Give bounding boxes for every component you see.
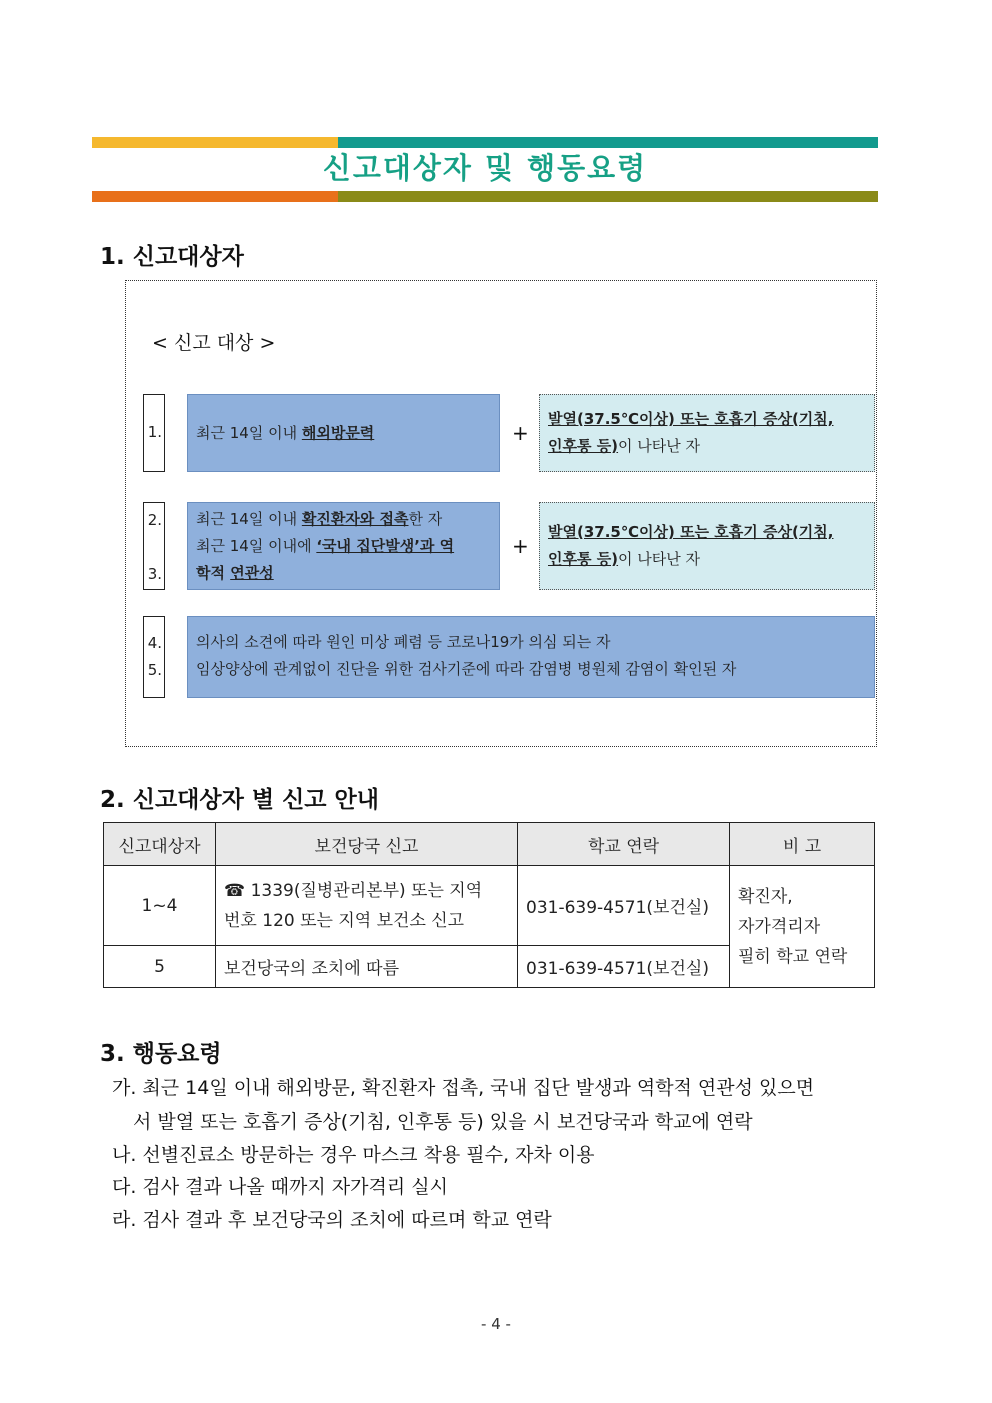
text-segment: 인후통 등): [548, 437, 619, 455]
row2-condition-box: [187, 502, 500, 590]
row1-condition-line: [196, 420, 499, 447]
action-item-ra: 라. 검사 결과 후 보건당국의 조치에 따르며 학교 연락: [112, 1209, 552, 1231]
text-segment: 최근 14일 이내: [196, 510, 302, 528]
text-segment: 발열(37.5℃이상) 또는 호흡기 증상(기침,: [548, 523, 834, 541]
note-cell: [730, 866, 875, 988]
col-header-note: 비 고: [730, 823, 875, 866]
table-row: [104, 866, 875, 946]
row-target: 1~4: [104, 866, 216, 946]
report-guide-table: [103, 822, 875, 988]
row3-condition-line-2: 임상양상에 관계없이 진단을 위한 검사기준에 따라 감염병 병원체 감염이 확인된 자: [196, 660, 737, 678]
text-segment: 발열(37.5℃이상) 또는 호흡기 증상(기침,: [548, 410, 834, 428]
row2-condition-line-1: [196, 506, 499, 533]
health-line-1: 보건당국의 조치에 따름: [224, 959, 400, 979]
banner-bottom-left-bar: [92, 191, 338, 202]
row-target: 5: [104, 946, 216, 988]
text-segment: 최근 14일 이내에: [196, 537, 317, 555]
row2-symptom-line-1: [548, 519, 874, 546]
row1-condition-box: [187, 394, 500, 472]
col-header-target: 신고대상자: [104, 823, 216, 866]
text-segment: 학적: [196, 564, 231, 582]
action-item-na: 나. 선별진료소 방문하는 경우 마스크 착용 필수, 자차 이용: [112, 1144, 595, 1166]
row1-number-box: [143, 394, 165, 472]
row2-number-box: [143, 502, 165, 590]
row-school-contact: 031-639-4571(보건실): [518, 866, 730, 946]
row2-condition-line-3: [196, 560, 499, 587]
row1-symptom-line-1: [548, 406, 874, 433]
col-header-health: 보건당국 신고: [216, 823, 518, 866]
text-segment: 최근 14일 이내: [196, 424, 302, 442]
row-health-report: [216, 946, 518, 988]
health-line-2: 번호 120 또는 지역 보건소 신고: [224, 910, 465, 931]
row2-symptom-box: [539, 502, 875, 590]
row3-number-a: 4.: [147, 634, 162, 652]
health-line-1: ☎ 1339(질병관리본부) 또는 지역: [224, 880, 483, 901]
page-title: 신고대상자 및 행동요령: [322, 151, 648, 185]
section1-heading: 1. 신고대상자: [100, 244, 244, 270]
text-segment: 인후통 등): [548, 550, 619, 568]
action-item-da: 다. 검사 결과 나올 때까지 자가격리 실시: [112, 1176, 448, 1198]
row1-symptom-line-2: [548, 433, 874, 460]
table-header-row: [104, 823, 875, 866]
action-item-ga-cont: 서 발열 또는 호흡기 증상(기침, 인후통 등) 있을 시 보건당국과 학교에 연락: [133, 1111, 753, 1133]
note-line-3: 필히 학교 연락: [738, 946, 848, 967]
row2-symptom-line-2: [548, 546, 874, 573]
page-number: - 4 -: [481, 1315, 511, 1333]
row2-number-a: 2.: [147, 511, 162, 529]
note-line-2: 자가격리자: [738, 916, 821, 937]
row-health-report: [216, 866, 518, 946]
section3-heading: 3. 행동요령: [100, 1041, 222, 1067]
text-segment: 해외방문력: [301, 424, 375, 442]
note-line-1: 확진자,: [738, 886, 793, 907]
action-item-ga: 가. 최근 14일 이내 해외방문, 확진환자 접촉, 국내 집단 발생과 역학적 연관성 있으면: [112, 1077, 815, 1099]
row1-symptom-box: [539, 394, 875, 472]
section2-heading: 2. 신고대상자 별 신고 안내: [100, 787, 379, 813]
row3-number-box: [143, 616, 165, 698]
text-segment: 확진환자와 접촉: [301, 510, 409, 528]
banner-bottom-right-bar: [338, 191, 878, 202]
col-header-school: 학교 연락: [518, 823, 730, 866]
row-school-contact: 031-639-4571(보건실): [518, 946, 730, 988]
text-segment: 이 나타난 자: [618, 550, 701, 568]
text-segment: 이 나타난 자: [618, 437, 701, 455]
row3-condition-line-1: 의사의 소견에 따라 원인 미상 폐렴 등 코로나19가 의심 되는 자: [196, 633, 611, 651]
row1-number: 1.: [147, 423, 162, 441]
report-target-subheading: < 신고 대상 >: [152, 332, 276, 354]
row3-condition-box: [187, 616, 875, 698]
text-segment: ‘국내 집단발생’과 역: [316, 537, 455, 555]
row2-condition-line-2: [196, 533, 499, 560]
text-segment: 한 자: [408, 510, 443, 528]
row1-plus: +: [512, 421, 529, 445]
row2-plus: +: [512, 534, 529, 558]
row2-number-b: 3.: [147, 565, 162, 583]
text-segment: 연관성: [230, 564, 274, 582]
row3-number-b: 5.: [147, 661, 162, 679]
